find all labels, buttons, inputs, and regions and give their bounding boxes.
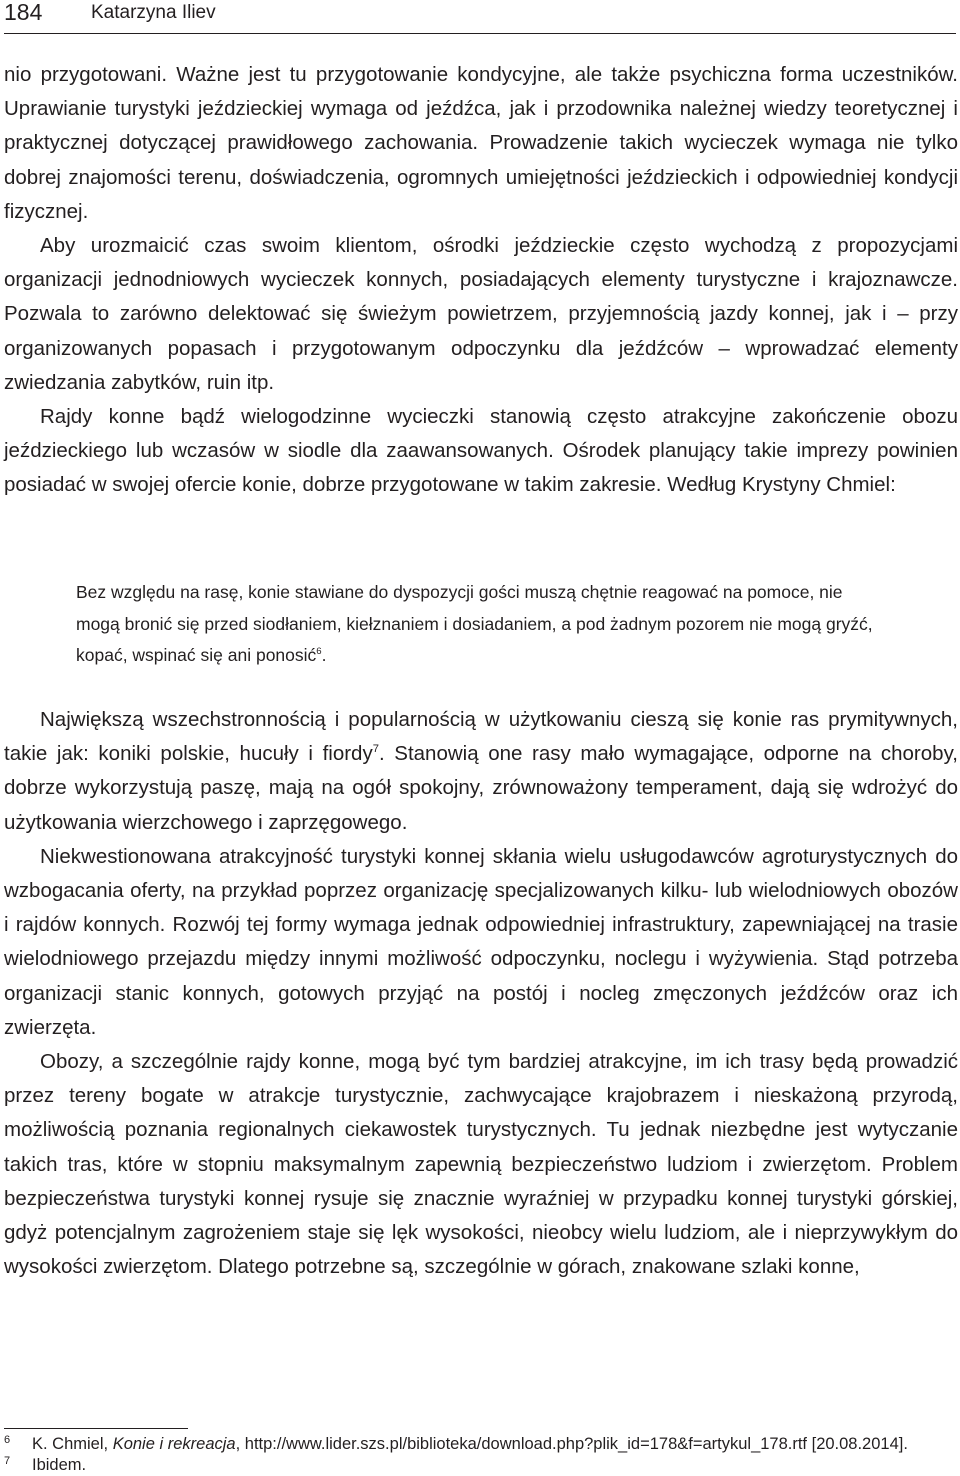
paragraph: Niekwestionowana atrakcyjność turystyki konnej skłania wielu usługodawców agroturystycznych do wzbogacania oferty, na przykład poprzez organizację specjalizowanych kilku- lub wielodniowych obozów i rajdów konnych. Rozwój tej formy wymaga jednak odpowiedniej infrastruktury, zapewniającej na trasie wielodniowego przejazdu między innymi możliwość odpoczynku, noclegu i wyżywienia. Stąd potrzeba organizacji stanic konnych, gotowych przyjąć na postój i nocleg zmęczonych jeźdźców oraz ich zwierzęta. [4,844,958,1039]
main-text-continued [4,703,958,1284]
footnote-rest: , http://www.lider.szs.pl/biblioteka/download.php?plik_id=178&f=artykul_178.rtf [20.08.2014]. [235,1435,908,1453]
paragraph: Rajdy konne bądź wielogodzinne wycieczki stanowią często atrakcyjne zakończenie obozu jeździeckiego lub wczasów w siodle dla zaawansowanych. Ośrodek planujący takie imprezy powinien posiadać w swojej ofercie konie, dobrze przygotowane w takim zakresie. Według Krystyny Chmiel: [4,405,958,497]
quote-text [76,577,888,672]
quote-end: . [321,645,327,665]
header-author: Katarzyna Iliev [91,2,216,23]
footnote-mark: 7 [4,1455,11,1467]
page-number: 184 [4,0,43,25]
footnote-mark: 6 [4,1434,11,1446]
footnote-ref: 7 [372,743,379,756]
footnote-title: Konie i rekreacja [112,1435,236,1453]
quote-body: Bez względu na rasę, konie stawiane do dyspozycji gości muszą chętnie reagować na pomoce, nie mogą bronić się przed siodłaniem, kiełznaniem i dosiadaniem, a pod żadnym pozorem nie mogą gryźć, kopać, wspinać się ani ponosić [76,582,873,665]
footnote-separator [4,1428,188,1429]
paragraph [4,703,958,840]
paragraph-part: . Stanowią one rasy mało wymagające, odporne na choroby, dobrze wykorzystują paszę, mają na ogół spokojny, zrównoważony temperament, dają się wdrożyć do użytkowania wierzchowego i zaprzęgowego. [4,742,958,834]
footnote-ref: 6 [316,646,322,658]
footnote-author: K. Chmiel, [32,1435,113,1453]
paragraph: Obozy, a szczególnie rajdy konne, mogą być tym bardziej atrakcyjne, im ich trasy będą prowadzić przez tereny bogate w atrakcje turystycznie, zachwycające krajobrazem i nieskażoną przyrodą, możliwością poznania regionalnych ciekawostek turystycznych. Tu jednak niezbędne jest wytyczanie takich tras, które w stopniu maksymalnym zapewnią bezpieczeństwo ludziom i zwierzętom. Problem bezpieczeństwa turystyki konnej rysuje się znacznie wyraźniej w przypadku konnej turystyki górskiej, gdyż potencjalnym zagrożeniem staje się lęk wysokości, nieobcy wielu ludziom, ale i nieprzywykłym do wysokości zwierzętom. Dlatego potrzebne są, szczególnie w górach, znakowane szlaki konne, [4,1050,958,1279]
block-quote [76,577,888,672]
footnote-text: Ibidem. [32,1456,87,1474]
footnote [4,1455,956,1476]
footnotes [4,1434,956,1476]
footnote [4,1434,956,1455]
main-text [4,58,958,503]
running-header [4,0,956,34]
paragraph: Aby urozmaicić czas swoim klientom, ośrodki jeździeckie często wychodzą z propozycjami organizacji jednodniowych wycieczek konnych, posiadających elementy turystyczne i krajoznawcze. Pozwala to zarówno delektować się świeżym powietrzem, przyjemnością jazdy konnej, jak i – przy organizowanych popasach i przygotowanym odpoczynku dla jeźdźców – wprowadzać elementy zwiedzania zabytków, ruin itp. [4,234,958,394]
paragraph: nio przygotowani. Ważne jest tu przygotowanie kondycyjne, ale także psychiczna forma uczestników. Uprawianie turystyki jeździeckiej wymaga od jeźdźca, jak i przodownika należnej wiedzy teoretycznej i praktycznej dotyczącej prawidłowego zachowania. Prowadzenie takich wycieczek wymaga nie tylko dobrej znajomości terenu, doświadczenia, ogromnych umiejętności jeździeckich i odpowiedniej kondycji fizycznej. [4,63,958,223]
paragraph-part: Największą wszechstronnością i popularnością w użytkowaniu cieszą się konie ras prymitywnych, takie jak: koniki polskie, hucuły i fiordy [4,708,958,766]
